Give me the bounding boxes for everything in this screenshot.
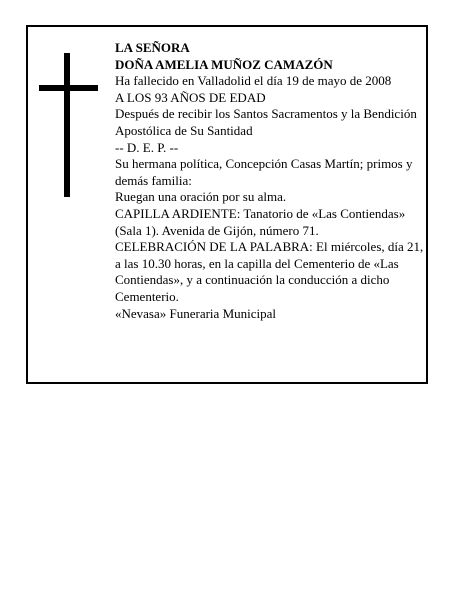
notice-title: LA SEÑORA — [115, 40, 190, 55]
prayer-line: Ruegan una oración por su alma. — [115, 189, 287, 205]
family-line: Su hermana política, Concepción Casas Martín; primos y demás familia: — [115, 156, 413, 188]
obituary-notice — [26, 25, 428, 384]
deceased-name: DOÑA AMELIA MUÑOZ CAMAZÓN — [115, 56, 333, 72]
ceremony-line: CELEBRACIÓN DE LA PALABRA: El miércoles, día 21, a las 10.30 horas, en la capilla del Cementerio de «Las Contiendas», y a continuación la conducción a dicho Cementerio. — [115, 239, 424, 304]
death-info: Ha fallecido en Valladolid el día 19 de mayo de 2008 — [115, 73, 392, 89]
cross-horizontal-bar — [39, 85, 98, 91]
cross-vertical-bar — [64, 53, 70, 197]
sacraments-line: Después de recibir los Santos Sacramentos y la Bendición Apostólica de Su Santidad — [115, 106, 417, 138]
funeral-home-line: «Nevasa» Funeraria Municipal — [115, 305, 277, 321]
chapel-line: CAPILLA ARDIENTE: Tanatorio de «Las Contiendas» (Sala 1). Avenida de Gijón, número 71. — [115, 205, 406, 238]
age-line: A LOS 93 AÑOS DE EDAD — [115, 89, 266, 105]
notice-text — [115, 40, 425, 322]
rip-line: -- D. E. P. -- — [115, 139, 179, 155]
